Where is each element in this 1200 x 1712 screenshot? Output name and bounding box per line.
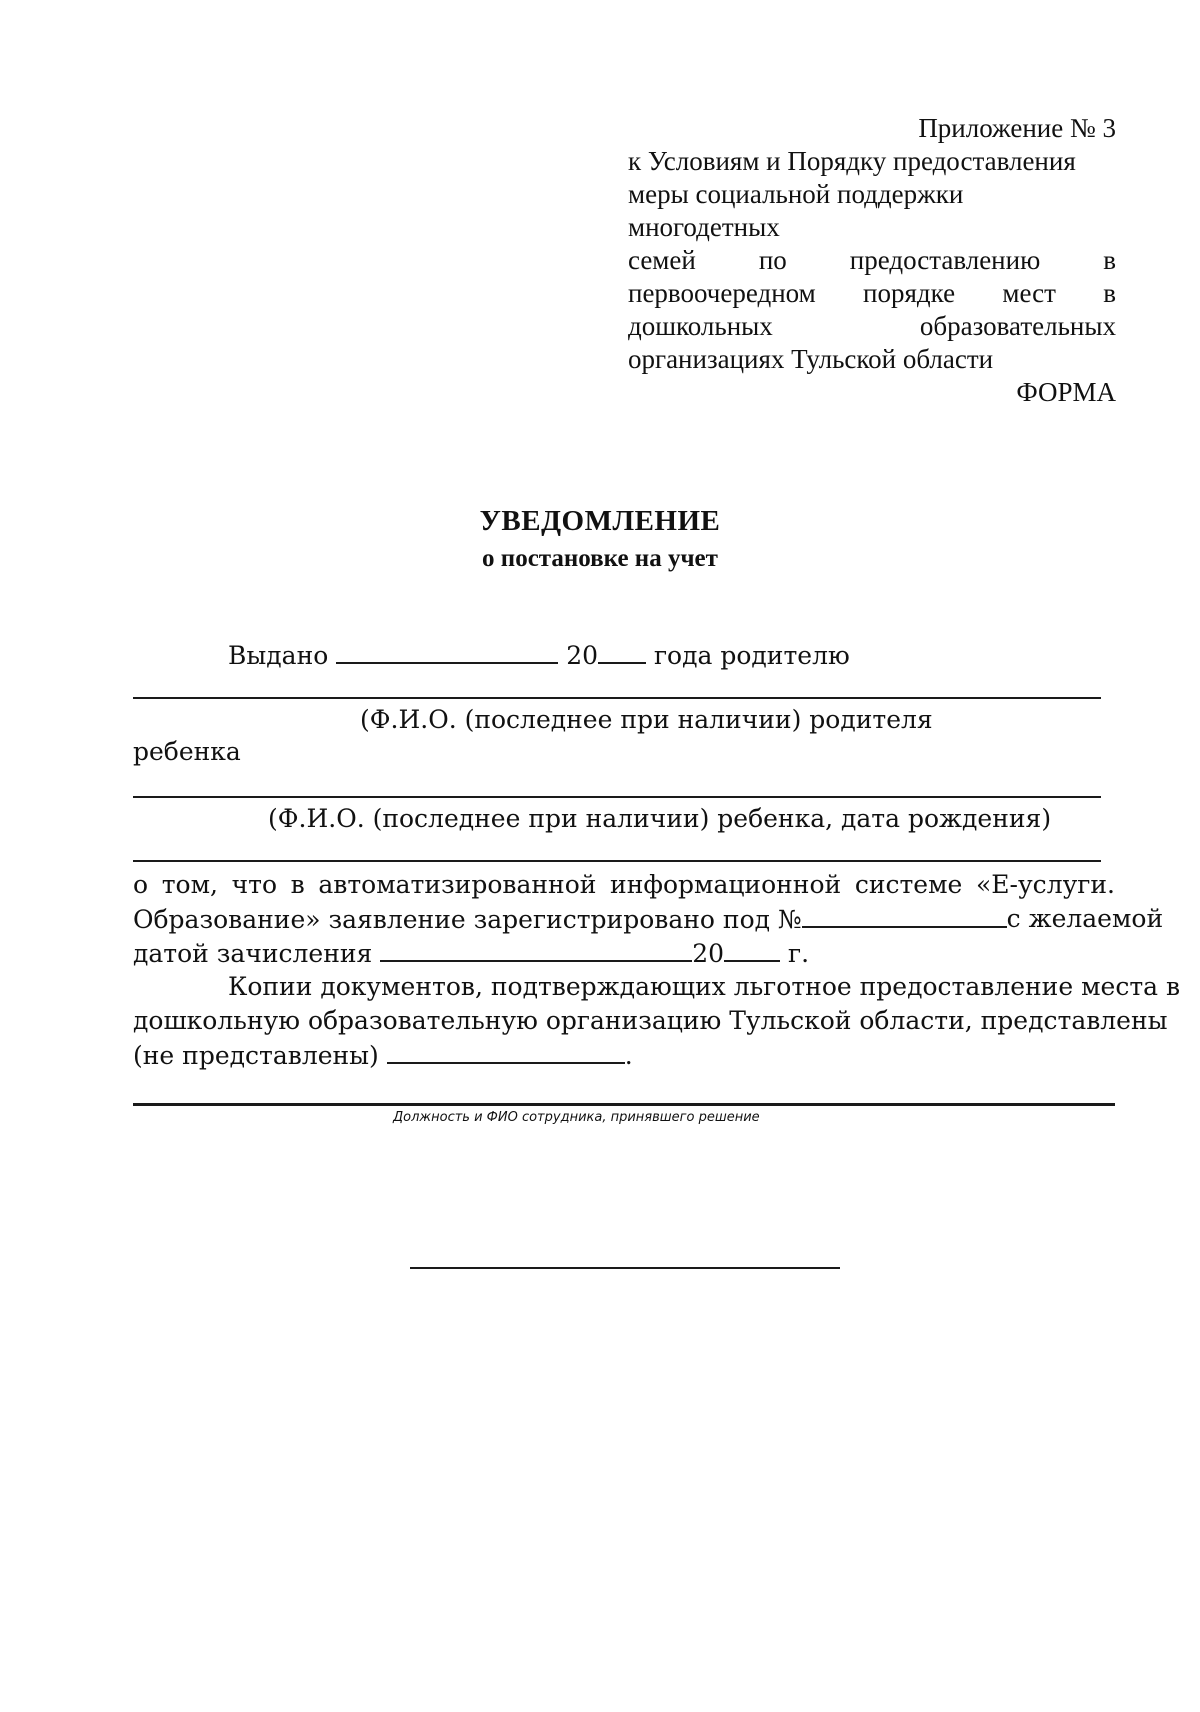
attachment-number: Приложение № 3 xyxy=(918,113,1116,143)
attachment-line-3: меры социальной поддержки многодетных xyxy=(628,179,964,242)
attachment-line-5: первоочередном порядке мест в xyxy=(628,278,1116,308)
document-subtitle: о постановке на учет xyxy=(482,545,718,572)
closing-separator xyxy=(410,1267,840,1269)
attachment-line-2: к Условиям и Порядку предоставления xyxy=(628,146,1076,176)
statement-line-2: Образование» заявление зарегистрировано под № с желаемой xyxy=(133,904,1164,934)
attachment-line-7: организациях Тульской области xyxy=(628,344,994,374)
issued-year-field[interactable] xyxy=(598,640,646,664)
issued-label: Выдано xyxy=(228,641,329,670)
child-name-field[interactable] xyxy=(133,796,1101,798)
attachment-line-4: семей по предоставлению в xyxy=(628,245,1116,275)
parent-caption: (Ф.И.О. (последнее при наличии) родителя xyxy=(360,705,933,734)
issued-date-field[interactable] xyxy=(336,640,558,664)
issued-year-prefix: 20 xyxy=(566,641,598,670)
statement-line-1: о том, что в автоматизированной информационной системе «Е-услуги. xyxy=(133,870,1115,899)
signature-caption: Должность и ФИО сотрудника, принявшего решение xyxy=(393,1110,760,1125)
enrollment-year-field[interactable] xyxy=(724,938,780,962)
child-label: ребенка xyxy=(133,737,241,766)
document-title: УВЕДОМЛЕНИЕ xyxy=(479,505,721,537)
parent-name-field[interactable] xyxy=(133,697,1101,699)
copies-status-field[interactable] xyxy=(387,1040,625,1064)
enrollment-date-field[interactable] xyxy=(380,938,692,962)
issued-suffix: года родителю xyxy=(653,641,850,670)
issued-line xyxy=(228,640,850,670)
signature-field[interactable] xyxy=(133,1103,1115,1106)
child-extra-line[interactable] xyxy=(133,860,1101,862)
application-number-field[interactable] xyxy=(802,904,1007,928)
statement-line-3: датой зачисления 20 г. xyxy=(133,939,810,968)
copies-line-1: Копии документов, подтверждающих льготное предоставление места в xyxy=(228,972,1181,1001)
attachment-line-6: дошкольных образовательных xyxy=(628,311,1116,341)
attachment-header xyxy=(628,112,1116,409)
copies-line-3: (не представлены) . xyxy=(133,1041,633,1070)
child-caption: (Ф.И.О. (последнее при наличии) ребенка, дата рождения) xyxy=(268,804,1052,833)
copies-line-2: дошкольную образовательную организацию Тульской области, представлены xyxy=(133,1006,1168,1035)
form-label: ФОРМА xyxy=(1016,377,1116,407)
